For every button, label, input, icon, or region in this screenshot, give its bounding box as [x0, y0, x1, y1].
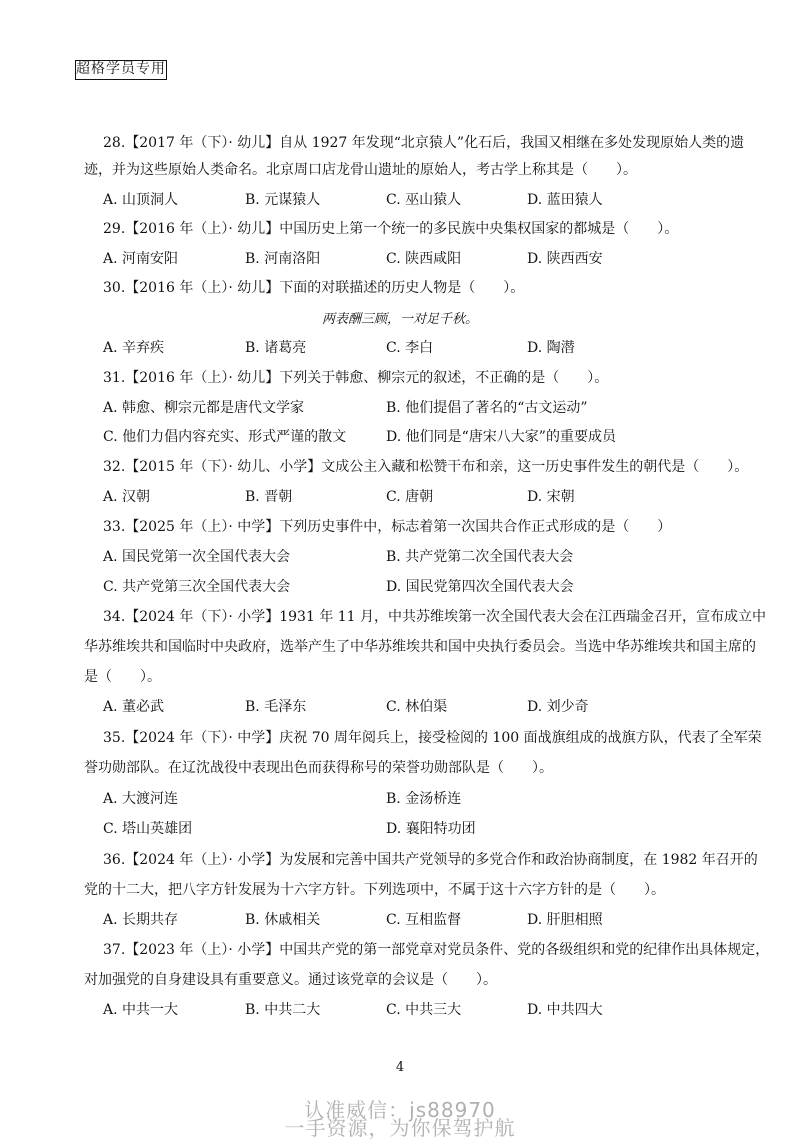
- question-34-text-line-1: 34.【2024 年（下）· 小学】1931 年 11 月，中共苏维埃第一次全国代表大会在江西瑞金召开，宣布成立中: [103, 609, 767, 625]
- question-30-option-a: A. 辛弃疾: [103, 340, 165, 356]
- question-30-text-line-1: 30.【2016 年（上）· 幼儿】下面的对联描述的历史人物是（ ）。: [103, 280, 525, 296]
- question-37-option-d: D. 中共四大: [527, 1002, 603, 1018]
- question-35-option-b: B. 金汤桥连: [386, 791, 462, 807]
- question-30-option-b: B. 诸葛亮: [245, 340, 307, 356]
- question-37-text-line-2: 对加强党的自身建设具有重要意义。通过该党章的会议是（ ）。: [84, 972, 497, 988]
- question-35-option-a: A. 大渡河连: [103, 791, 179, 807]
- question-36-option-c: C. 互相监督: [386, 912, 462, 928]
- question-30-couplet: 两表酬三顾，一对足千秋。: [321, 312, 478, 327]
- question-29-option-c: C. 陕西咸阳: [386, 251, 462, 267]
- question-34-option-a: A. 董必武: [103, 699, 165, 715]
- watermark-line-2: 一手资源，为你保驾护航: [284, 1116, 516, 1140]
- question-33-option-b: B. 共产党第二次全国代表大会: [386, 549, 574, 565]
- question-35-option-d: D. 襄阳特功团: [386, 821, 476, 837]
- question-30-option-d: D. 陶潜: [527, 340, 575, 356]
- question-31-option-d: D. 他们同是“唐宋八大家”的重要成员: [386, 429, 616, 445]
- question-34-text-line-3: 是（ ）。: [84, 669, 161, 685]
- question-31-option-c: C. 他们力倡内容充实、形式严谨的散文: [103, 429, 347, 445]
- question-34-text-line-2: 华苏维埃共和国临时中央政府，选举产生了中华苏维埃共和国中央执行委员会。当选中华苏维埃共和国主席的: [84, 639, 756, 655]
- question-33-option-a: A. 国民党第一次全国代表大会: [103, 549, 291, 565]
- question-36-text-line-2: 党的十二大，把八字方针发展为十六字方针。下列选项中，不属于这十六字方针的是（ ）。: [84, 882, 665, 898]
- question-32-option-d: D. 宋朝: [527, 489, 575, 505]
- question-33-option-c: C. 共产党第三次全国代表大会: [103, 579, 291, 595]
- question-36-text-line-1: 36.【2024 年（上）· 小学】为发展和完善中国共产党领导的多党合作和政治协商制度，在 1982 年召开的: [103, 852, 758, 868]
- question-28-text-line-1: 28.【2017 年（下）· 幼儿】自从 1927 年发现“北京猿人”化石后，我国又相继在多处发现原始人类的遗: [103, 135, 745, 151]
- question-31-text-line-1: 31.【2016 年（上）· 幼儿】下列关于韩愈、柳宗元的叙述，不正确的是（ ）。: [103, 370, 609, 386]
- question-28-option-a: A. 山顶洞人: [103, 192, 179, 208]
- question-32-option-a: A. 汉朝: [103, 489, 151, 505]
- question-28-option-d: D. 蓝田猿人: [527, 192, 603, 208]
- question-37-text-line-1: 37.【2023 年（上）· 小学】中国共产党的第一部党章对党员条件、党的各级组织和党的纪律作出具体规定，: [103, 942, 770, 958]
- page-number: 4: [395, 1060, 405, 1075]
- question-35-option-c: C. 塔山英雄团: [103, 821, 193, 837]
- question-29-option-d: D. 陕西西安: [527, 251, 603, 267]
- question-29-option-b: B. 河南洛阳: [245, 251, 321, 267]
- question-31-option-b: B. 他们提倡了著名的“古文运动”: [386, 400, 588, 416]
- watermark-line-1: 认准威信：js88970: [304, 1098, 496, 1122]
- question-36-option-b: B. 休戚相关: [245, 912, 321, 928]
- question-29-text-line-1: 29.【2016 年（上）· 幼儿】中国历史上第一个统一的多民族中央集权国家的都城是（ ）。: [103, 221, 679, 237]
- question-34-option-d: D. 刘少奇: [527, 699, 589, 715]
- question-33-text-line-1: 33.【2025 年（上）· 中学】下列历史事件中，标志着第一次国共合作正式形成的是（ ）: [103, 519, 672, 535]
- question-37-option-a: A. 中共一大: [103, 1002, 179, 1018]
- question-32-text-line-1: 32.【2015 年（下）· 幼儿、小学】文成公主入藏和松赞干布和亲，这一历史事件发生的朝代是（ ）。: [103, 459, 749, 475]
- question-30-option-c: C. 李白: [386, 340, 434, 356]
- question-28-text-line-2: 迹，并为这些原始人类命名。北京周口店龙骨山遗址的原始人，考古学上称其是（ ）。: [84, 162, 637, 178]
- question-36-option-d: D. 肝胆相照: [527, 912, 603, 928]
- question-29-option-a: A. 河南安阳: [103, 251, 179, 267]
- question-34-option-b: B. 毛泽东: [245, 699, 307, 715]
- question-35-text-line-2: 誉功勋部队。在辽沈战役中表现出色而获得称号的荣誉功勋部队是（ ）。: [84, 760, 553, 776]
- question-28-option-b: B. 元谋猿人: [245, 192, 321, 208]
- question-31-option-a: A. 韩愈、柳宗元都是唐代文学家: [103, 400, 305, 416]
- question-34-option-c: C. 林伯渠: [386, 699, 448, 715]
- question-36-option-a: A. 长期共存: [103, 912, 179, 928]
- question-35-text-line-1: 35.【2024 年（下）· 中学】庆祝 70 周年阅兵上，接受检阅的 100 面战旗组成的战旗方队，代表了全军荣: [103, 730, 762, 746]
- exclusive-label: 超格学员专用: [75, 60, 167, 80]
- question-33-option-d: D. 国民党第四次全国代表大会: [386, 579, 574, 595]
- question-37-option-c: C. 中共三大: [386, 1002, 462, 1018]
- question-37-option-b: B. 中共二大: [245, 1002, 321, 1018]
- question-32-option-b: B. 晋朝: [245, 489, 293, 505]
- question-28-option-c: C. 巫山猿人: [386, 192, 462, 208]
- question-32-option-c: C. 唐朝: [386, 489, 434, 505]
